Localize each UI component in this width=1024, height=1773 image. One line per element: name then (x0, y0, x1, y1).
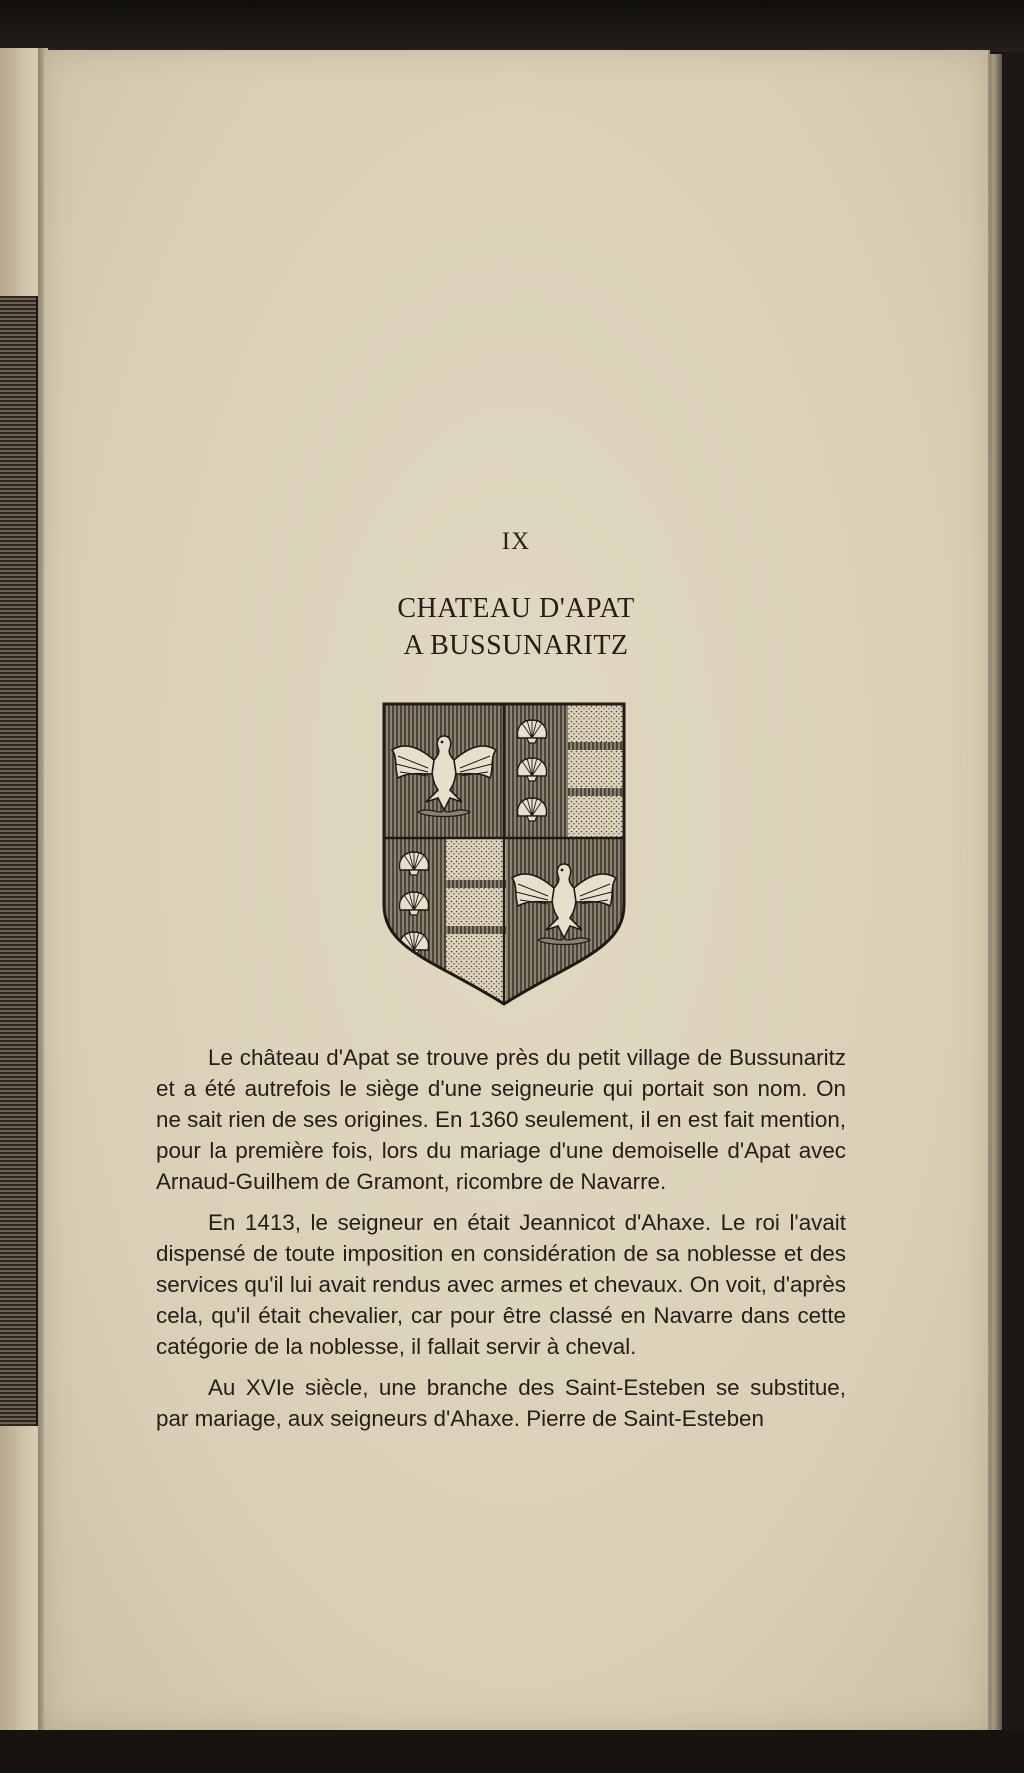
page-stack-edge (988, 54, 1002, 1744)
chapter-title-line-2: A BUSSUNARITZ (403, 630, 629, 661)
paragraph: Le château d'Apat se trouve près du petit village de Bussunaritz et a été autrefois le siège d'une seigneurie qui portait son nom. On ne sait rien de ses origines. En 1360 seulement, il en est fait mention, pour la première fois, lors du mariage d'une demoiselle d'Apat avec Arnaud-Guilhem de Gramont, ricombre de Navarre. (156, 1045, 846, 1194)
left-page-engraving (0, 296, 39, 1426)
scan-background-top (0, 0, 1024, 52)
scan-background-bottom (0, 1730, 1024, 1773)
chapter-number: IX (501, 528, 531, 555)
body-text (156, 1042, 846, 1444)
chapter-title-line-1: CHATEAU D'APAT (397, 593, 635, 624)
book-page (44, 50, 990, 1730)
coat-of-arms (380, 700, 628, 1008)
paragraph: En 1413, le seigneur en était Jeannicot d'Ahaxe. Le roi l'avait dispensé de toute imposition en considération de sa noblesse et des services qu'il lui avait rendus avec armes et chevaux. On voit, d'après cela, qu'il était chevalier, car pour être classé en Navarre dans cette catégorie de la noblesse, il fallait servir à cheval. (156, 1210, 846, 1359)
paragraph: Au XVIe siècle, une branche des Saint-Esteben se substitue, par mariage, aux seigneurs d'Ahaxe. Pierre de Saint-Esteben (156, 1375, 846, 1431)
